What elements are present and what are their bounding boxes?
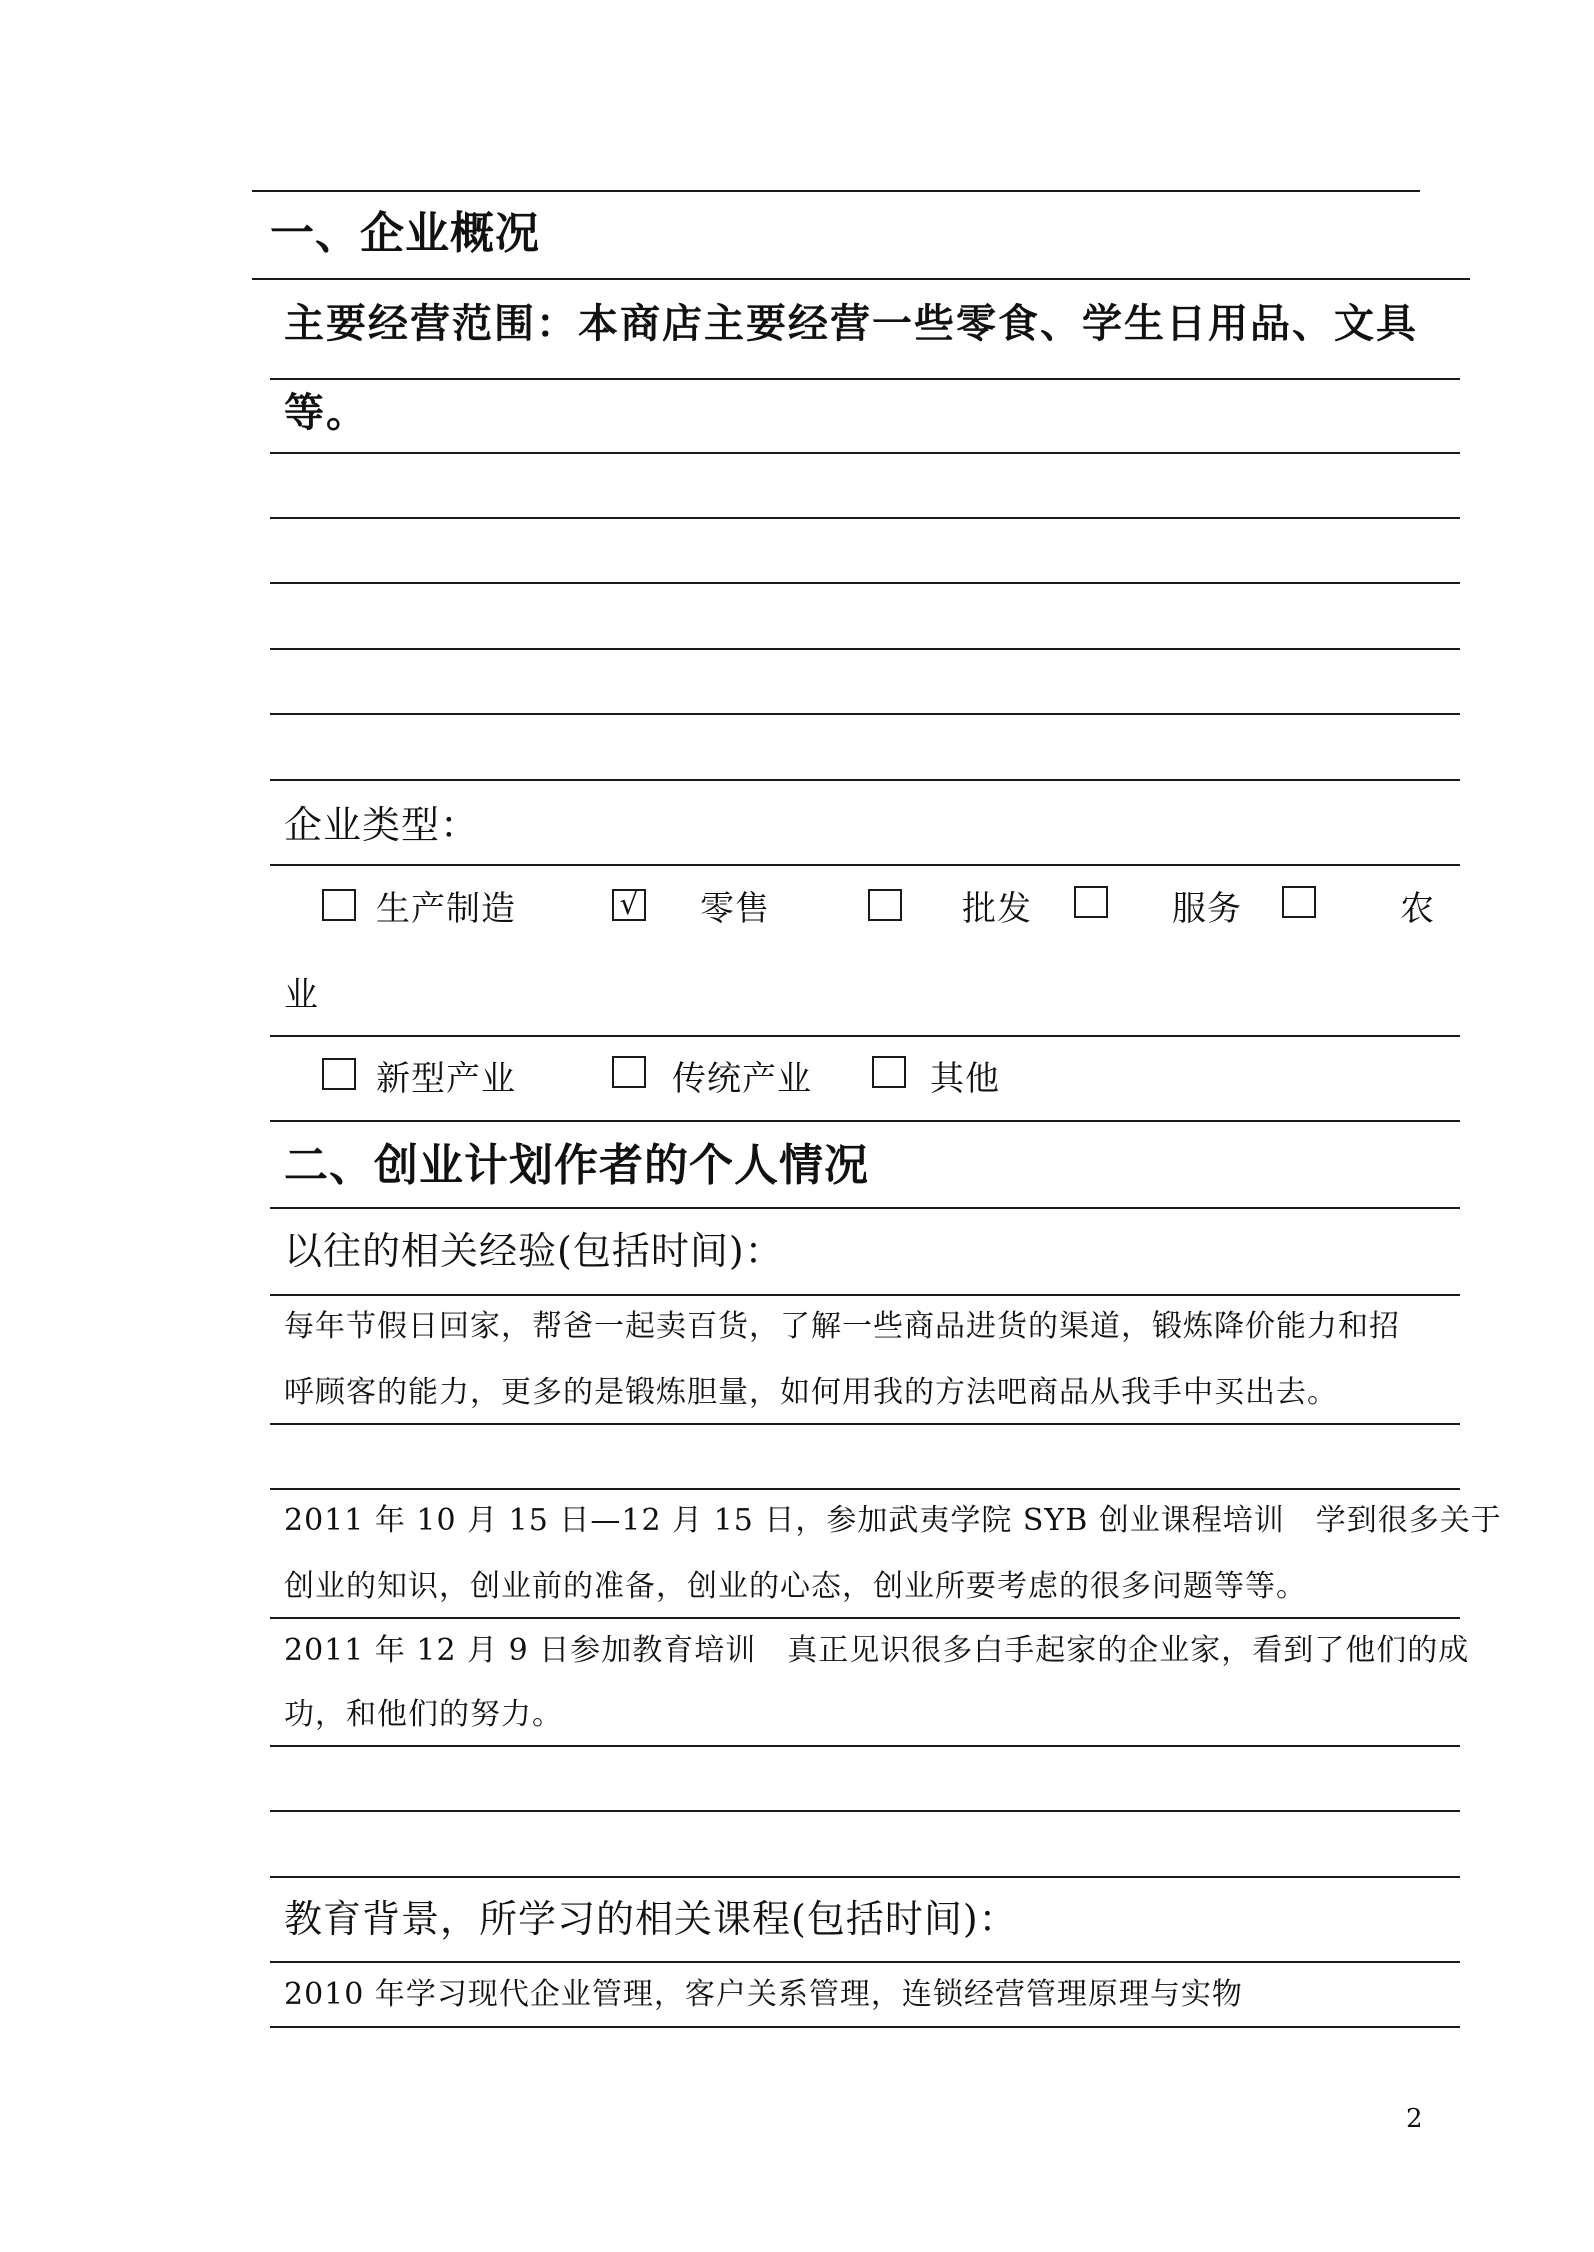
option-new-industry-label: 新型产业	[376, 1059, 516, 1099]
form-line	[270, 582, 1460, 584]
form-line	[270, 1120, 1460, 1122]
checkbox-new-industry[interactable]	[322, 1058, 356, 1090]
checkbox-agriculture[interactable]	[1282, 886, 1316, 918]
section-2-title: 二、创业计划作者的个人情况	[284, 1140, 869, 1191]
checkbox-retail[interactable]	[612, 889, 646, 921]
section-1-title: 一、企业概况	[270, 208, 540, 259]
form-line	[270, 452, 1460, 454]
form-line	[270, 1876, 1460, 1878]
section-1-rule	[252, 278, 1470, 280]
form-line	[270, 1488, 1460, 1490]
checkbox-traditional-industry[interactable]	[612, 1056, 646, 1088]
option-agriculture-label: 农	[1400, 889, 1435, 929]
form-line	[270, 1617, 1460, 1619]
page-number: 2	[1406, 2104, 1423, 2134]
education-label: 教育背景，所学习的相关课程(包括时间)：	[284, 1897, 1018, 1941]
checkbox-manufacturing[interactable]	[322, 889, 356, 921]
option-traditional-industry-label: 传统产业	[672, 1059, 812, 1099]
form-line	[270, 1810, 1460, 1812]
option-wholesale-label: 批发	[962, 889, 1032, 929]
business-scope-line-1: 主要经营范围：本商店主要经营一些零食、学生日用品、文具	[284, 301, 1418, 347]
form-line	[270, 864, 1460, 866]
form-line	[270, 378, 1460, 380]
form-line	[270, 779, 1460, 781]
form-line	[270, 517, 1460, 519]
business-scope-line-2: 等。	[284, 390, 368, 436]
experience-label: 以往的相关经验(包括时间)：	[284, 1229, 784, 1273]
checkmark-icon: √	[619, 887, 639, 922]
experience-line: 2011 年 12 月 9 日参加教育培训 真正见识很多白手起家的企业家，看到了他们的成	[284, 1633, 1470, 1668]
form-line	[270, 1423, 1460, 1425]
checkbox-service[interactable]	[1074, 886, 1108, 918]
form-line	[270, 1961, 1460, 1963]
option-other-label: 其他	[930, 1059, 1000, 1099]
form-line	[270, 713, 1460, 715]
form-line	[270, 2026, 1460, 2028]
form-line	[270, 648, 1460, 650]
experience-line: 呼顾客的能力，更多的是锻炼胆量，如何用我的方法吧商品从我手中买出去。	[284, 1375, 1338, 1410]
experience-line: 2011 年 10 月 15 日—12 月 15 日，参加武夷学院 SYB 创业课程培训 学到很多关于	[284, 1503, 1502, 1538]
form-line	[270, 1207, 1460, 1209]
experience-line: 每年节假日回家，帮爸一起卖百货，了解一些商品进货的渠道，锻炼降价能力和招	[284, 1309, 1400, 1344]
form-line	[270, 1745, 1460, 1747]
enterprise-type-label: 企业类型：	[284, 803, 480, 847]
option-retail-label: 零售	[700, 889, 770, 929]
option-manufacturing-label: 生产制造	[376, 889, 516, 929]
checkbox-other[interactable]	[872, 1056, 906, 1088]
education-line: 2010 年学习现代企业管理，客户关系管理，连锁经营管理原理与实物	[284, 1977, 1243, 2012]
form-line	[270, 1294, 1460, 1296]
checkbox-wholesale[interactable]	[868, 889, 902, 921]
option-agriculture-label-wrap: 业	[284, 975, 319, 1015]
experience-line: 创业的知识，创业前的准备，创业的心态，创业所要考虑的很多问题等等。	[284, 1569, 1307, 1604]
form-line	[270, 1035, 1460, 1037]
option-service-label: 服务	[1172, 889, 1242, 929]
experience-line: 功，和他们的努力。	[284, 1697, 563, 1732]
top-rule	[252, 190, 1420, 192]
